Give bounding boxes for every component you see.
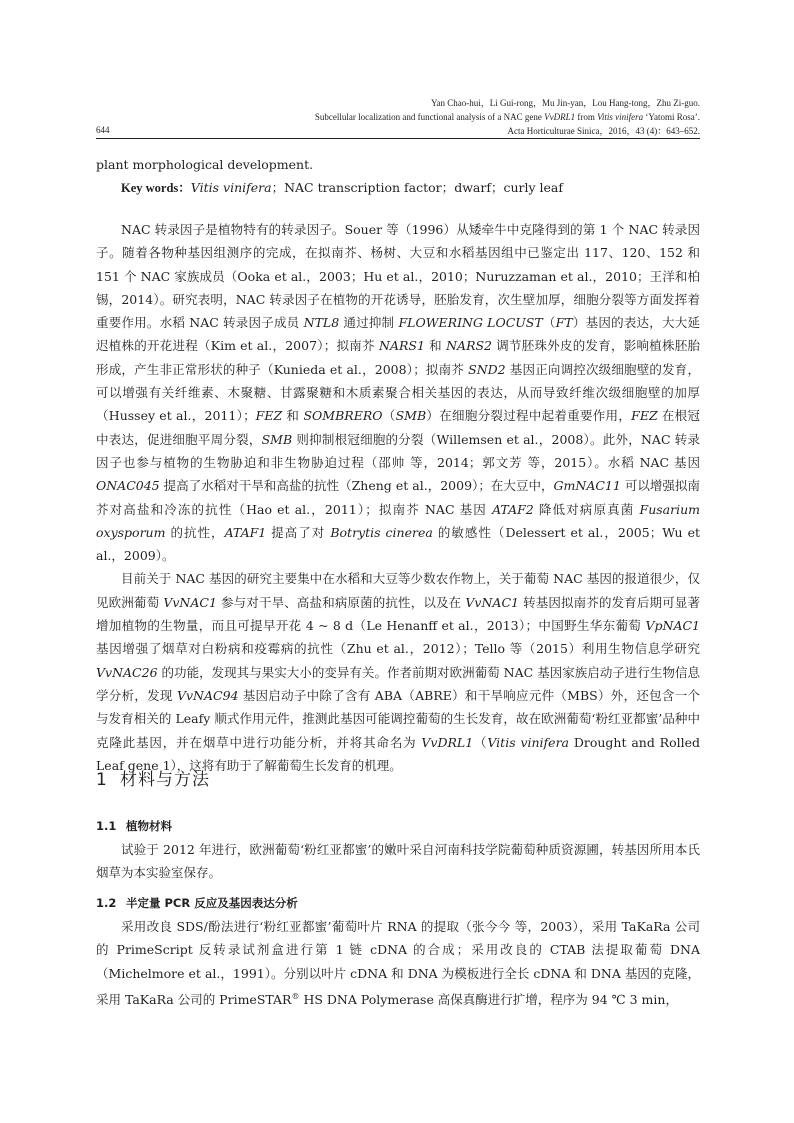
running-header-authors: Yan Chao-hui，Li Gui-rong，Mu Jin-yan，Lou Hang-tong，Zhu Zi-guo. xyxy=(430,98,700,108)
keyword: Vitis vinifera xyxy=(190,180,272,196)
paragraph-plant-material: 试验于 2012 年进行，欧洲葡萄‘粉红亚都蜜’的嫩叶采自河南科技学院葡萄种质资源圃，转基因所用本氏烟草为本实验室保存。 xyxy=(96,842,700,881)
keyword: NAC transcription factor xyxy=(284,180,442,196)
running-header-citation: Acta Horticulturae Sinica，2016，43 (4)：643–652. xyxy=(507,126,700,136)
section-1-1-body xyxy=(96,838,700,885)
section-1-2-body xyxy=(96,915,700,1011)
keyword: curly leaf xyxy=(503,180,564,196)
subsection-heading-1-1: 1.1 植物材料 xyxy=(96,819,172,833)
intro-paragraph-2: 目前关于 NAC 基因的研究主要集中在水稻和大豆等少数农作物上，关于葡萄 NAC 基因的报道很少，仅见欧洲葡萄 VvNAC1 参与对干旱、高盐和病原菌的抗性，以及在 VvNAC1 转基因拟南芥的发育后期可显著增加植物的生物量，而且可提早开花 4 ~ 8 d（Le Henanff et al.，2013）；中国野生华东葡萄 VpNAC1 基因增强了烟草对白粉病和疫霉病的抗性（Zhu et al.，2012）；Tello 等（2015）利用生物信息学研究 VvNAC26 的功能，发现其与果实大小的变异有关。作者前期对欧洲葡萄 NAC 基因家族启动子进行生物信息学分析，发现 VvNAC94 基因启动子中除了含有 ABA（ABRE）和干旱响应元件（MBS）外，还包含一个与发育相关的 Leafy 顺式作用元件，推测此基因可能调控葡萄的生长发育，故在欧洲葡萄‘粉红亚都蜜’品种中克隆此基因，并在烟草中进行功能分析，并将其命名为 VvDRL1（Vitis vinifera Drought and Rolled Leaf gene 1），这将有助于了解葡萄生长发育的机理。 xyxy=(96,571,700,773)
keyword: dwarf xyxy=(454,180,491,196)
abstract-end-text: plant morphological development. xyxy=(96,157,314,172)
running-header-title: Subcellular localization and functional analysis of a NAC gene VvDRL1 from Vitis vinifera ‘Yatomi Rosa’. xyxy=(314,112,700,122)
intro-paragraph-1: NAC 转录因子是植物特有的转录因子。Souer 等（1996）从矮牵牛中克隆得到的第 1 个 NAC 转录因子。随着各物种基因组测序的完成，在拟南芥、杨树、大豆和水稻基因组中已鉴定出 117、120、152 和 151 个 NAC 家族成员（Ooka et al.，2003；Hu et al.，2010；Nuruzzaman et al.，2010；王洋和柏锡，2014）。研究表明，NAC 转录因子在植物的开花诱导，胚胎发育，次生壁加厚，细胞分裂等方面发挥着重要作用。水稻 NAC 转录因子成员 NTL8 通过抑制 FLOWERING LOCUST（FT）基因的表达，大大延迟植株的开花进程（Kim et al.，2007）；拟南芥 NARS1 和 NARS2 调节胚珠外皮的发育，影响植株胚胎形成，产生非正常形状的种子（Kunieda et al.，2008）；拟南芥 SND2 基因正向调控次级细胞壁的发育，可以增强有关纤维素、木聚糖、甘露聚糖和木质素聚合相关基因的表达，从而导致纤维次级细胞壁的加厚（Hussey et al.，2011）；FEZ 和 SOMBRERO（SMB）在细胞分裂过程中起着重要作用，FEZ 在根冠中表达，促进细胞平周分裂，SMB 则抑制根冠细胞的分裂（Willemsen et al.，2008）。此外，NAC 转录因子也参与植物的生物胁迫和非生物胁迫过程（邵帅 等，2014；郭文芳 等，2015）。水稻 NAC 基因 ONAC045 提高了水稻对干旱和高盐的抗性（Zheng et al.，2009）；在大豆中，GmNAC11 可以增强拟南芥对高盐和冷冻的抗性（Hao et al.，2011）；拟南芥 NAC 基因 ATAF2 降低对病原真菌 Fusarium oxysporum 的抗性，ATAF1 提高了对 Botrytis cinerea 的敏感性（Delessert et al.，2005；Wu et al.，2009）。 xyxy=(96,222,701,564)
introduction xyxy=(96,218,700,777)
section-heading-1: 1 材料与方法 xyxy=(96,770,210,790)
page-number: 644 xyxy=(96,125,110,135)
keywords-line: Key words：Vitis vinifera；NAC transcription factor；dwarf；curly leaf xyxy=(121,180,564,196)
subsection-heading-1-2: 1.2 半定量 PCR 反应及基因表达分析 xyxy=(96,896,298,910)
paragraph-pcr-methods: 采用改良 SDS/酚法进行‘粉红亚都蜜’葡萄叶片 RNA 的提取（张今今 等，2003），采用 TaKaRa 公司的 PrimeScript 反转录试剂盒进行第 1 链 cDNA 的合成；采用改良的 CTAB 法提取葡萄 DNA（Michelmore et al.，1991）。分别以叶片 cDNA 和 DNA 为模板进行全长 cDNA 和 DNA 基因的克隆，采用 TaKaRa 公司的 PrimeSTAR® HS DNA Polymerase 高保真酶进行扩增，程序为 94 ℃ 3 min， xyxy=(96,919,700,1008)
header-rule xyxy=(96,138,700,139)
abstract-tail xyxy=(96,153,700,201)
keywords-label: Key words： xyxy=(121,181,191,196)
